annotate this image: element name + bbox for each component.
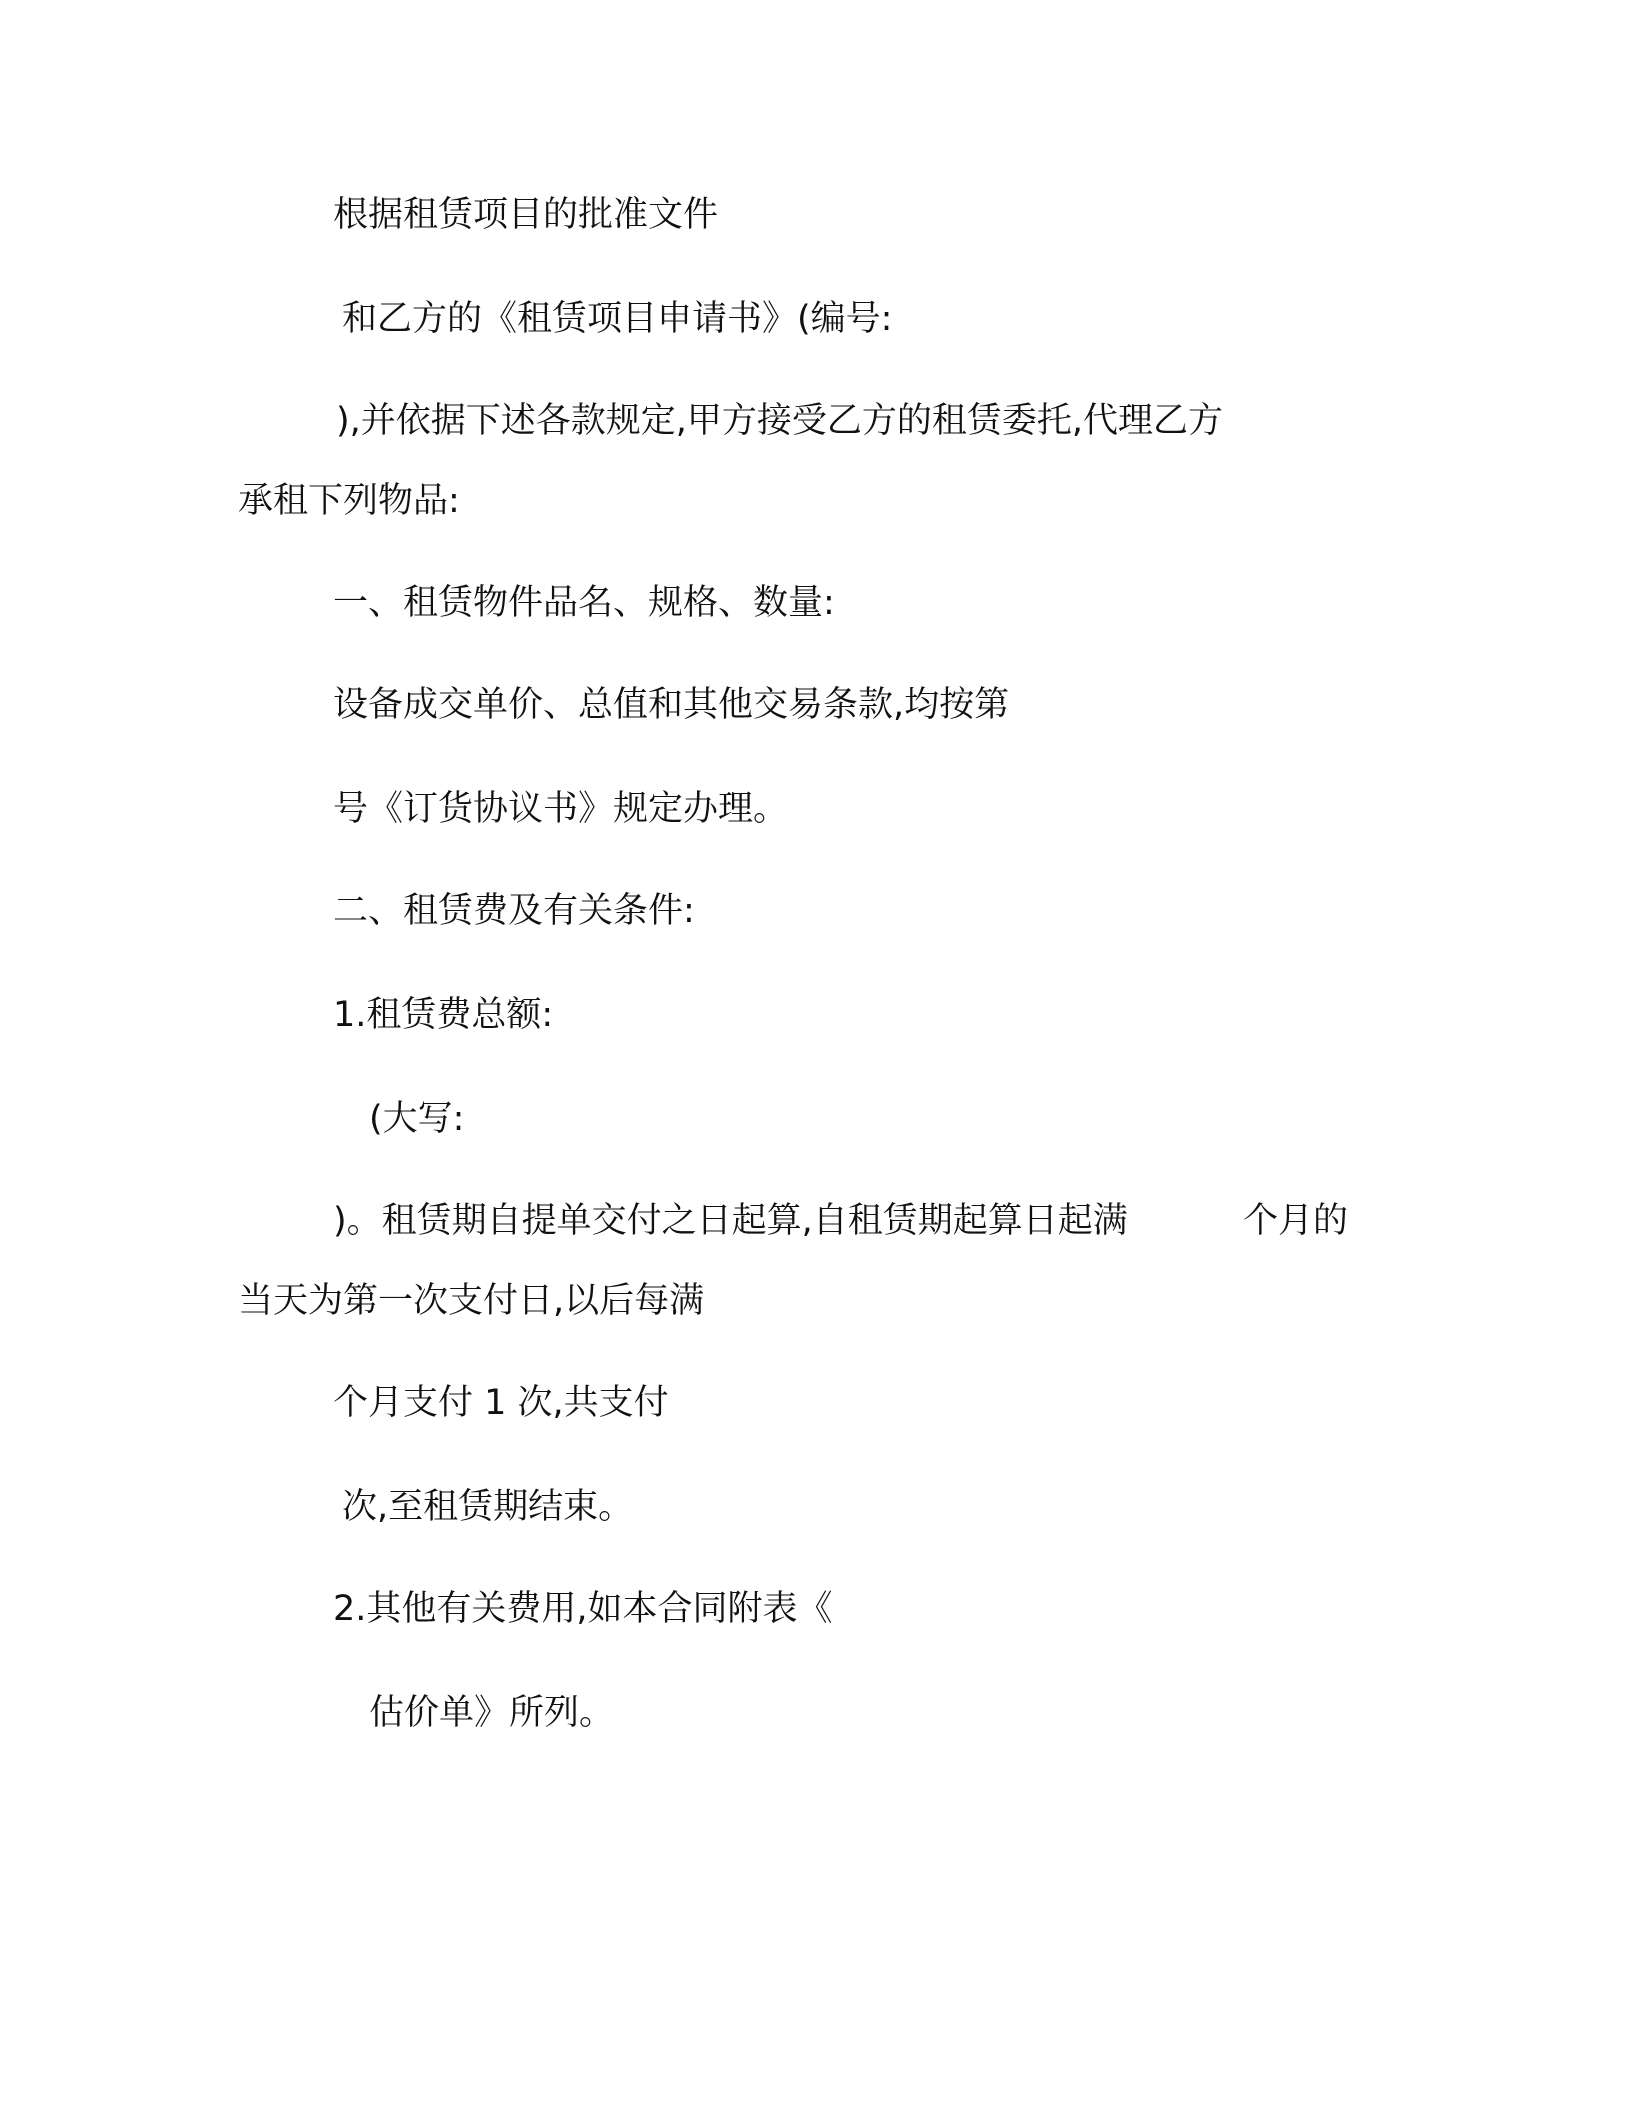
text-line: 承租下列物品: — [238, 481, 460, 521]
text-line: 和乙方的《租赁项目申请书》(编号: — [342, 299, 893, 339]
text-line: ),并依据下述各款规定,甲方接受乙方的租赁委托,代理乙方 — [336, 401, 1224, 441]
text-line: 一、租赁物件品名、规格、数量: — [333, 583, 835, 623]
text-line: 个月支付 1 次,共支付 — [333, 1383, 669, 1423]
text-line: 2.其他有关费用,如本合同附表《 — [333, 1589, 833, 1629]
text-line: )。租赁期自提单交付之日起算,自租赁期起算日起满 — [333, 1201, 1128, 1241]
text-line: 号《订货协议书》规定办理。 — [333, 789, 789, 829]
text-line: 当天为第一次支付日,以后每满 — [238, 1281, 705, 1321]
text-line: 估价单》所列。 — [369, 1693, 615, 1733]
text-line: 次,至租赁期结束。 — [342, 1487, 634, 1527]
text-line: (大写: — [369, 1099, 465, 1139]
text-line: 根据租赁项目的批准文件 — [333, 195, 719, 235]
text-line: 个月的 — [1243, 1201, 1349, 1241]
text-line: 二、租赁费及有关条件: — [333, 891, 695, 931]
text-line: 设备成交单价、总值和其他交易条款,均按第 — [333, 685, 1010, 725]
text-line: 1.租赁费总额: — [333, 995, 554, 1035]
